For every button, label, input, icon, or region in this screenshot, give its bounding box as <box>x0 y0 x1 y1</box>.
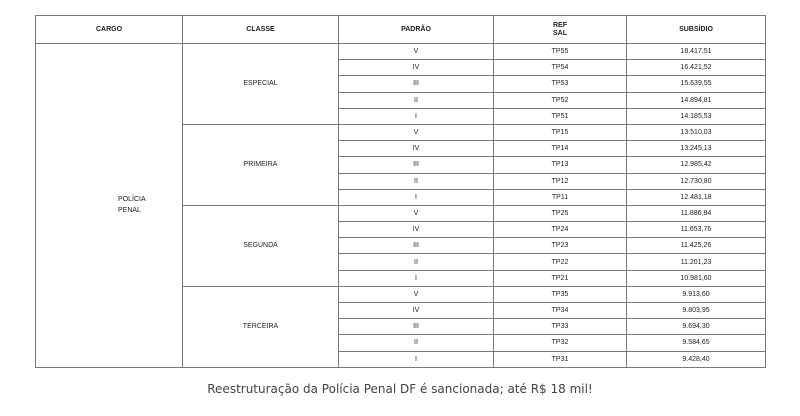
classe-cell: PRIMEIRA <box>183 124 339 205</box>
classe-cell: SEGUNDA <box>183 205 339 286</box>
padrao-cell: II <box>339 254 494 270</box>
subsidio-cell: 15.639,55 <box>627 76 766 92</box>
header-padrao: PADRÃO <box>339 16 494 44</box>
ref-cell: TP53 <box>494 76 627 92</box>
padrao-cell: II <box>339 92 494 108</box>
ref-cell: TP13 <box>494 157 627 173</box>
ref-cell: TP33 <box>494 319 627 335</box>
subsidio-cell: 14.185,53 <box>627 108 766 124</box>
cargo-cell <box>36 44 183 368</box>
padrao-cell: IV <box>339 222 494 238</box>
padrao-cell: IV <box>339 141 494 157</box>
subsidio-cell: 14.894,81 <box>627 92 766 108</box>
padrao-cell: III <box>339 157 494 173</box>
subsidio-cell: 13.510,03 <box>627 124 766 140</box>
padrao-cell: V <box>339 44 494 60</box>
padrao-cell: I <box>339 270 494 286</box>
header-ref-line2: SAL <box>553 29 567 37</box>
subsidio-cell: 9.584,65 <box>627 335 766 351</box>
table-body <box>36 44 766 368</box>
classe-cell: ESPECIAL <box>183 44 339 125</box>
padrao-cell: IV <box>339 60 494 76</box>
ref-cell: TP14 <box>494 141 627 157</box>
subsidio-cell: 13.245,13 <box>627 141 766 157</box>
ref-cell: TP21 <box>494 270 627 286</box>
padrao-cell: IV <box>339 303 494 319</box>
subsidio-cell: 11.653,76 <box>627 222 766 238</box>
table-row <box>36 44 766 60</box>
padrao-cell: II <box>339 335 494 351</box>
header-ref-line1: REF <box>553 21 567 29</box>
ref-cell: TP15 <box>494 124 627 140</box>
subsidio-cell: 9.803,95 <box>627 303 766 319</box>
ref-cell: TP24 <box>494 222 627 238</box>
ref-cell: TP12 <box>494 173 627 189</box>
header-ref-sal <box>494 16 627 44</box>
subsidio-cell: 9.913,60 <box>627 286 766 302</box>
salary-table <box>35 15 766 368</box>
ref-cell: TP11 <box>494 189 627 205</box>
subsidio-cell: 16.421,52 <box>627 60 766 76</box>
padrao-cell: I <box>339 189 494 205</box>
ref-cell: TP54 <box>494 60 627 76</box>
ref-cell: TP31 <box>494 351 627 367</box>
subsidio-cell: 12.985,42 <box>627 157 766 173</box>
padrao-cell: I <box>339 108 494 124</box>
ref-cell: TP25 <box>494 205 627 221</box>
ref-cell: TP34 <box>494 303 627 319</box>
ref-cell: TP55 <box>494 44 627 60</box>
ref-cell: TP23 <box>494 238 627 254</box>
subsidio-cell: 11.425,26 <box>627 238 766 254</box>
cargo-line: PENAL <box>118 207 141 215</box>
subsidio-cell: 11.886,84 <box>627 205 766 221</box>
padrao-cell: V <box>339 124 494 140</box>
subsidio-cell: 9.694,30 <box>627 319 766 335</box>
padrao-cell: V <box>339 205 494 221</box>
ref-cell: TP35 <box>494 286 627 302</box>
header-subsidio: SUBSÍDIO <box>627 16 766 44</box>
ref-cell: TP52 <box>494 92 627 108</box>
padrao-cell: III <box>339 319 494 335</box>
padrao-cell: V <box>339 286 494 302</box>
subsidio-cell: 9.428,40 <box>627 351 766 367</box>
subsidio-cell: 12.481,18 <box>627 189 766 205</box>
subsidio-cell: 10.981,60 <box>627 270 766 286</box>
padrao-cell: II <box>339 173 494 189</box>
subsidio-cell: 11.201,23 <box>627 254 766 270</box>
padrao-cell: I <box>339 351 494 367</box>
ref-cell: TP51 <box>494 108 627 124</box>
header-classe: CLASSE <box>183 16 339 44</box>
subsidio-cell: 12.730,80 <box>627 173 766 189</box>
padrao-cell: III <box>339 76 494 92</box>
padrao-cell: III <box>339 238 494 254</box>
classe-cell: TERCEIRA <box>183 286 339 367</box>
header-cargo: CARGO <box>36 16 183 44</box>
cargo-line: POLÍCIA <box>118 196 146 204</box>
ref-cell: TP22 <box>494 254 627 270</box>
table-header-row <box>36 16 766 44</box>
ref-cell: TP32 <box>494 335 627 351</box>
subsidio-cell: 18.417,51 <box>627 44 766 60</box>
image-caption: Reestruturação da Polícia Penal DF é sancionada; até R$ 18 mil! <box>207 382 593 396</box>
